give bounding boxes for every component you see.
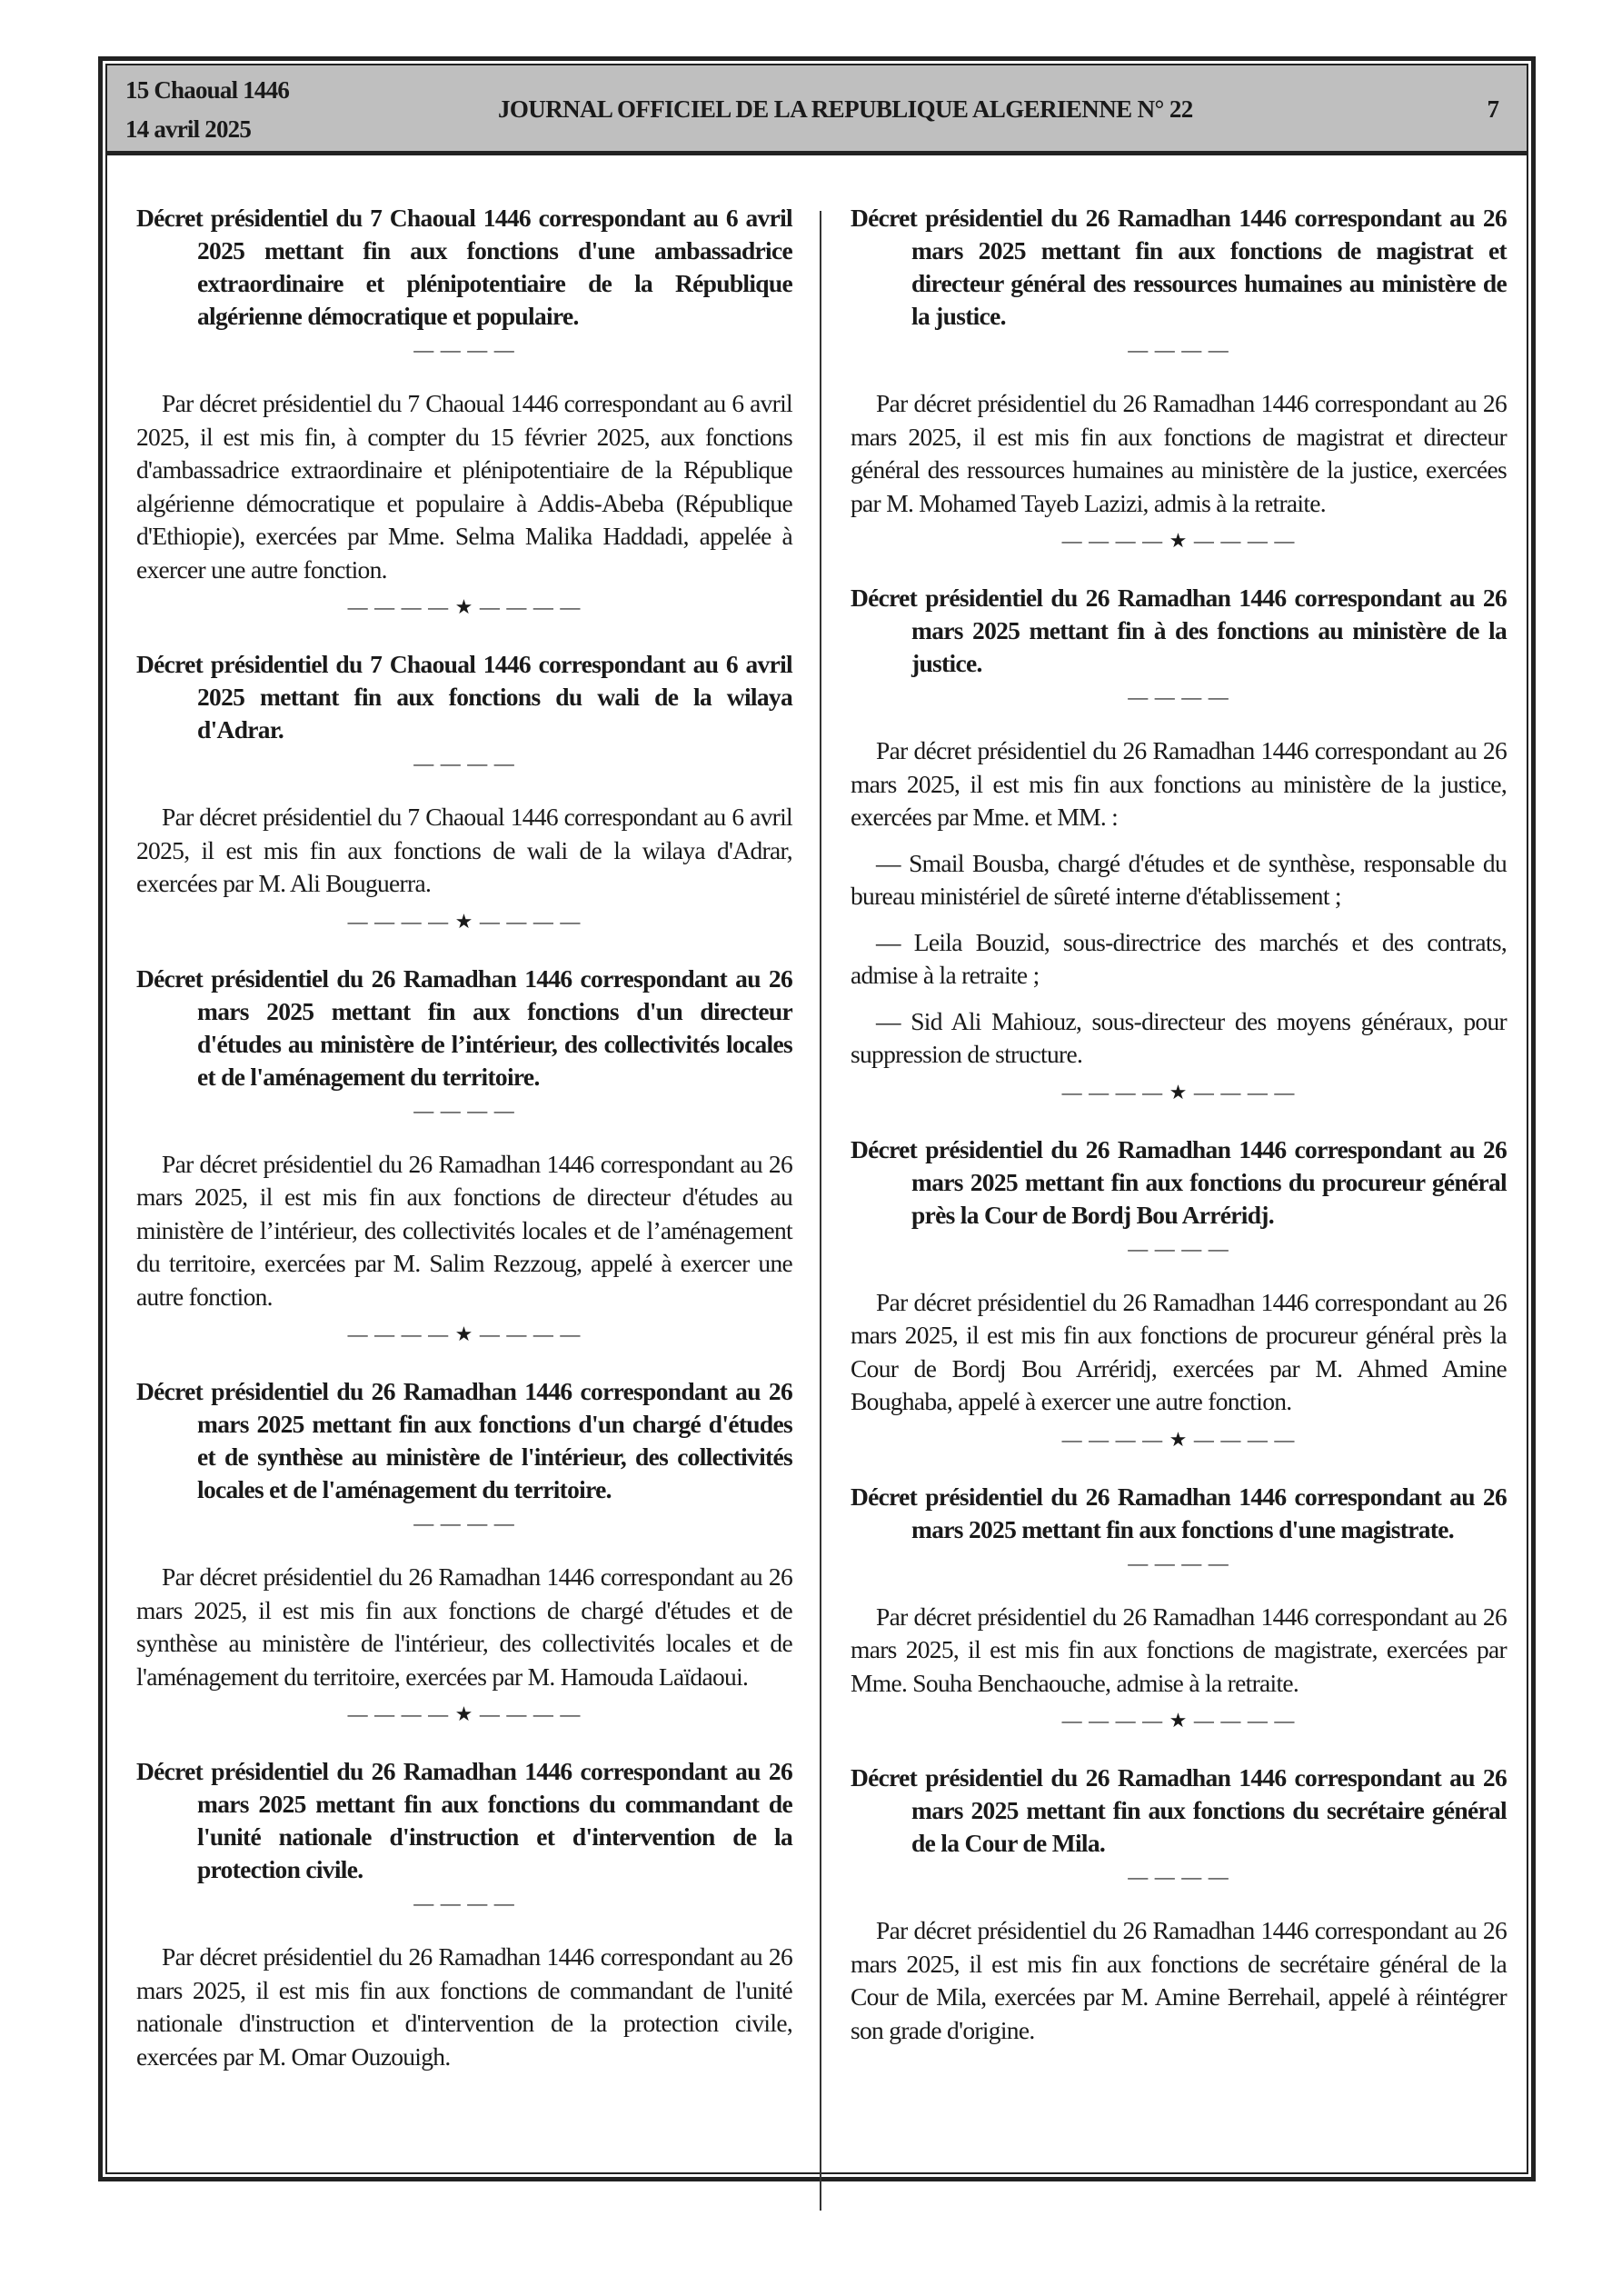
decree-list-item: — Sid Ali Mahiouz, sous-directeur des moyens généraux, pour suppression de structure. — [851, 1006, 1507, 1068]
left-column — [136, 202, 792, 2081]
decree-heading: Décret présidentiel du 26 Ramadhan 1446 correspondant au 26 mars 2025 mettant fin aux fonctions du secrétaire général de la Cour de Mila. — [851, 1763, 1507, 1857]
short-separator: — — — — — [1128, 1551, 1229, 1574]
short-separator: — — — — — [413, 1098, 515, 1122]
star-separator: — — — — ★ — — — — — [347, 1702, 582, 1725]
decree-heading: Décret présidentiel du 26 Ramadhan 1446 correspondant au 26 mars 2025 mettant fin aux fonctions de magistrat et directeur général des ressources humaines au ministère de la justice. — [851, 204, 1507, 330]
short-separator: — — — — — [413, 752, 515, 774]
hijri-date: 15 Chaoual 1446 — [125, 76, 290, 104]
short-separator: — — — — — [1128, 1236, 1229, 1260]
star-separator: — — — — ★ — — — — — [1061, 1080, 1296, 1103]
page-frame — [98, 56, 1536, 2181]
column-divider — [820, 211, 821, 2211]
short-separator: — — — — — [413, 338, 515, 361]
decree-heading: Décret présidentiel du 26 Ramadhan 1446 correspondant au 26 mars 2025 mettant fin aux fonctions d'un directeur d'études au ministère de l’intérieur, des collectivités locales et de l'aménagement du territoire. — [136, 963, 792, 1091]
journal-title: JOURNAL OFFICIEL DE LA REPUBLIQUE ALGERIENNE N° 22 — [498, 95, 1193, 123]
decree-heading: Décret présidentiel du 7 Chaoual 1446 correspondant au 6 avril 2025 mettant fin aux fonctions du wali de la wilaya d'Adrar. — [136, 650, 792, 744]
decree-section — [851, 202, 1507, 554]
decree-body: Par décret présidentiel du 7 Chaoual 1446 correspondant au 6 avril 2025, il est mis fin aux fonctions de wali de la wilaya d'Adrar, exercées par M. Ali Bouguerra. — [136, 803, 792, 897]
decree-section — [851, 1481, 1507, 1735]
gregorian-date: 14 avril 2025 — [125, 115, 252, 143]
decree-heading: Décret présidentiel du 7 Chaoual 1446 correspondant au 6 avril 2025 mettant fin aux fonctions d'une ambassadrice extraordinaire et plénipotentiaire de la République algérienne démocratique et populaire. — [136, 204, 792, 330]
decree-body: Par décret présidentiel du 26 Ramadhan 1446 correspondant au 26 mars 2025, il est mis fin aux fonctions de magistrat et directeur général des ressources humaines au ministère de la justice, exercées par M. Mohamed Tayeb Lazizi, admis à la retraite. — [851, 389, 1507, 517]
decree-body: Par décret présidentiel du 26 Ramadhan 1446 correspondant au 26 mars 2025, il est mis fin aux fonctions de magistrate, exercées par Mme. Souha Benchaouche, admise à la retraite. — [851, 1602, 1507, 1697]
right-column — [851, 202, 1507, 2054]
page-inner — [105, 64, 1528, 2174]
decree-list-item: — Smail Bousba, chargé d'études et de synthèse, responsable du bureau ministériel de sûreté interne d'établissement ; — [851, 848, 1507, 910]
decree-section — [136, 1375, 792, 1728]
star-separator: — — — — ★ — — — — — [1061, 529, 1296, 552]
decree-heading: Décret présidentiel du 26 Ramadhan 1446 correspondant au 26 mars 2025 mettant fin à des fonctions au ministère de la justice. — [851, 584, 1507, 677]
short-separator: — — — — — [1128, 685, 1229, 708]
star-separator: — — — — ★ — — — — — [347, 909, 582, 933]
page-number: 7 — [1487, 95, 1499, 123]
short-separator: — — — — — [1128, 1865, 1229, 1888]
decree-body: Par décret présidentiel du 26 Ramadhan 1446 correspondant au 26 mars 2025, il est mis fin aux fonctions au ministère de la justice, exercées par Mme. et MM. : — [851, 736, 1507, 831]
decree-section — [136, 202, 792, 621]
short-separator: — — — — — [413, 1892, 515, 1914]
decree-section — [136, 963, 792, 1349]
short-separator: — — — — — [1128, 338, 1229, 361]
short-separator: — — — — — [413, 1512, 515, 1534]
decree-section — [136, 1755, 792, 2073]
decree-body: Par décret présidentiel du 26 Ramadhan 1446 correspondant au 26 mars 2025, il est mis fin aux fonctions de commandant de l'unité nationale d'instruction et d'intervention de la protection civile, exercées par M. Omar Ouzouigh. — [136, 1942, 792, 2071]
decree-body: Par décret présidentiel du 7 Chaoual 1446 correspondant au 6 avril 2025, il est mis fin, à compter du 15 février 2025, aux fonctions d'ambassadrice extraordinaire et plénipotentiaire de la République algérienne démocratique et populaire à Addis-Abeba (République d'Ethiopie), exercées par Mme. Selma Malika Haddadi, appelée à exercer une autre fonction. — [136, 389, 792, 584]
decree-heading: Décret présidentiel du 26 Ramadhan 1446 correspondant au 26 mars 2025 mettant fin aux fonctions d'une magistrate. — [851, 1482, 1507, 1543]
decree-section — [136, 648, 792, 935]
decree-heading: Décret présidentiel du 26 Ramadhan 1446 correspondant au 26 mars 2025 mettant fin aux fonctions du procureur général près la Cour de Bordj Bou Arréridj. — [851, 1134, 1507, 1229]
decree-list-item: — Leila Bouzid, sous-directrice des marchés et des contrats, admise à la retraite ; — [851, 927, 1507, 989]
decree-body: Par décret présidentiel du 26 Ramadhan 1446 correspondant au 26 mars 2025, il est mis fin aux fonctions de chargé d'études et de synthèse au ministère de l'intérieur, des collectivités locales et de l'aménagement du territoire, exercées par M. Hamouda Laïdaoui. — [136, 1562, 792, 1691]
star-separator: — — — — ★ — — — — — [1061, 1427, 1296, 1451]
decree-section — [851, 1133, 1507, 1453]
star-separator: — — — — ★ — — — — — [347, 1323, 582, 1345]
decree-body: Par décret présidentiel du 26 Ramadhan 1446 correspondant au 26 mars 2025, il est mis fin aux fonctions de secrétaire général de la Cour de Mila, exercées par M. Amine Berrehail, appelé à réintégrer son grade d'origine. — [851, 1916, 1507, 2044]
star-separator: — — — — ★ — — — — — [1061, 1709, 1296, 1732]
decree-body: Par décret présidentiel du 26 Ramadhan 1446 correspondant au 26 mars 2025, il est mis fin aux fonctions de procureur général près la Cour de Bordj Bou Arréridj, exercées par M. Ahmed Amine Boughaba, appelé à exercer une autre fonction. — [851, 1287, 1507, 1415]
decree-heading: Décret présidentiel du 26 Ramadhan 1446 correspondant au 26 mars 2025 mettant fin aux fonctions d'un chargé d'études et de synthèse au ministère de l'intérieur, des collectivités locales et de l'aménagement du territoire. — [136, 1377, 792, 1503]
decree-body: Par décret présidentiel du 26 Ramadhan 1446 correspondant au 26 mars 2025, il est mis fin aux fonctions de directeur d'études au ministère de l’intérieur, des collectivités locales et de l’aménagement du territoire, exercées par M. Salim Rezzoug, appelé à exercer une autre fonction. — [136, 1149, 792, 1311]
star-separator: — — — — ★ — — — — — [347, 595, 582, 618]
journal-header — [107, 65, 1527, 155]
decree-section — [851, 582, 1507, 1106]
decree-section — [851, 1762, 1507, 2047]
decree-heading: Décret présidentiel du 26 Ramadhan 1446 correspondant au 26 mars 2025 mettant fin aux fonctions du commandant de l'unité nationale d'instruction et d'intervention de la protection civile. — [136, 1757, 792, 1883]
